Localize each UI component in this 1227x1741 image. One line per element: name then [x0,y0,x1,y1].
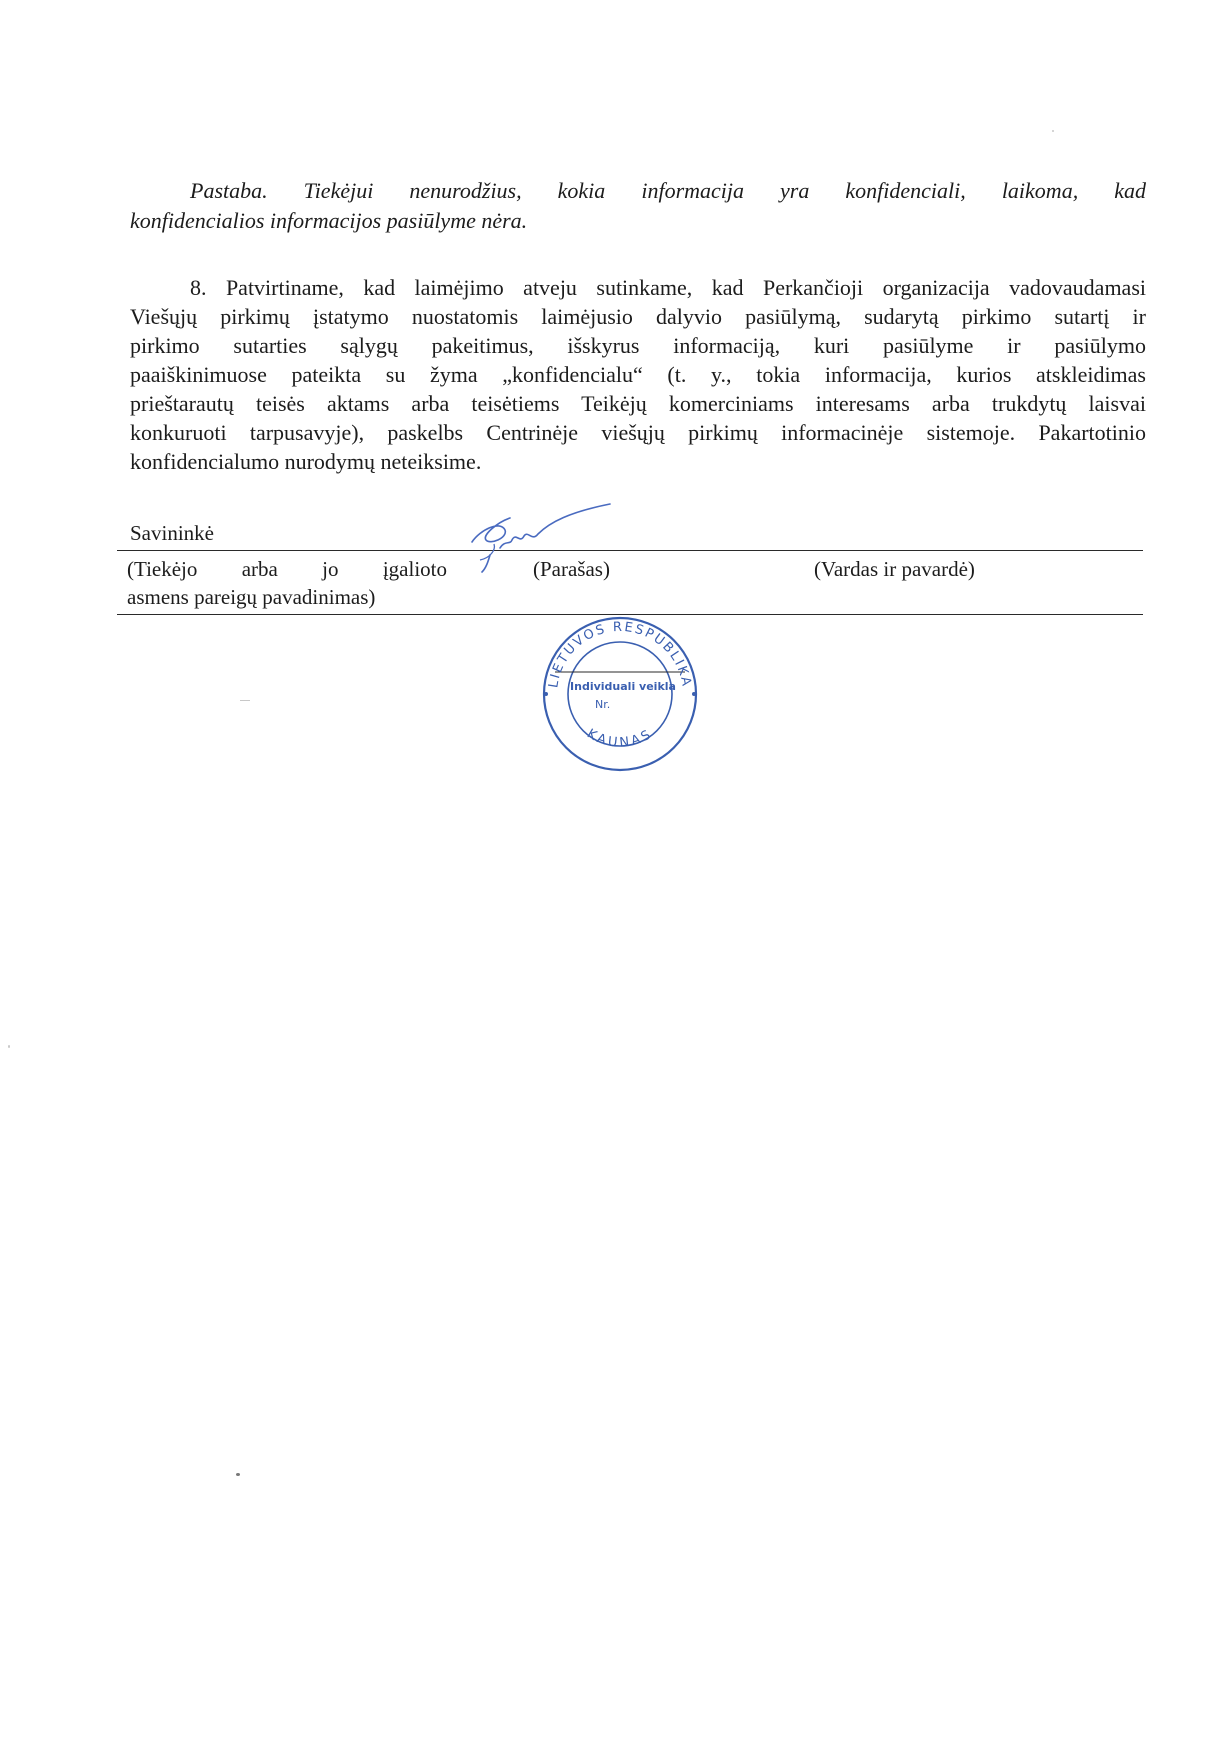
paragraph-line: konfidencialumo nurodymų neteiksime. [130,449,482,474]
paragraph-line: prieštarautų teisės aktams arba teisėtiems Teikėjų komerciniams interesams arba trukdytų laisvai [130,391,1146,416]
confidentiality-note [130,176,1146,236]
official-stamp [535,612,705,772]
stamp-bottom-text: KAUNAS [584,726,656,751]
signature-label: (Parašas) [533,557,610,581]
paragraph-line: Viešųjų pirkimų įstatymo nuostatomis laimėjusio dalyvio pasiūlymą, sudarytą pirkimo sutartį ir [130,304,1146,329]
stamp-line-2: Nr. [595,698,611,711]
name-label: (Vardas ir pavardė) [814,557,975,581]
paragraph-line: 8. Patvirtiname, kad laimėjimo atveju sutinkame, kad Perkančioji organizacija vadovaudamasi [190,275,1146,300]
supplier-label-line-2: asmens pareigų pavadinimas) [127,585,376,609]
handwritten-signature [460,500,630,580]
supplier-title-label [127,555,447,611]
paragraph-line: pirkimo sutarties sąlygų pakeitimus, išskyrus informaciją, kuri pasiūlyme ir pasiūlymo [130,333,1146,358]
signature-line [117,550,1143,551]
note-text-line-2: konfidencialios informacijos pasiūlyme nėra. [130,208,528,233]
stamp-line-1: Individuali veikla [570,680,676,693]
signer-role: Savininkė [130,521,214,545]
supplier-label-line-1: (Tiekėjo arba jo įgalioto [127,557,447,581]
note-text-line-1: Tiekėjui nenurodžius, kokia informacija yra konfidenciali, laikoma, kad [303,178,1146,203]
stamp-top-text: LIETUVOS RESPUBLIKA [546,619,694,689]
note-lead: Pastaba. [190,178,268,203]
paragraph-8 [130,273,1146,476]
note-line-1 [130,176,1146,206]
paragraph-line: konkuruoti tarpusavyje), paskelbs Centrinėje viešųjų pirkimų informacinėje sistemoje. Pakartotinio [130,420,1146,445]
paragraph-line: paaiškinimuose pateikta su žyma „konfidencialu“ (t. y., tokia informacija, kurios atskleidimas [130,362,1146,387]
